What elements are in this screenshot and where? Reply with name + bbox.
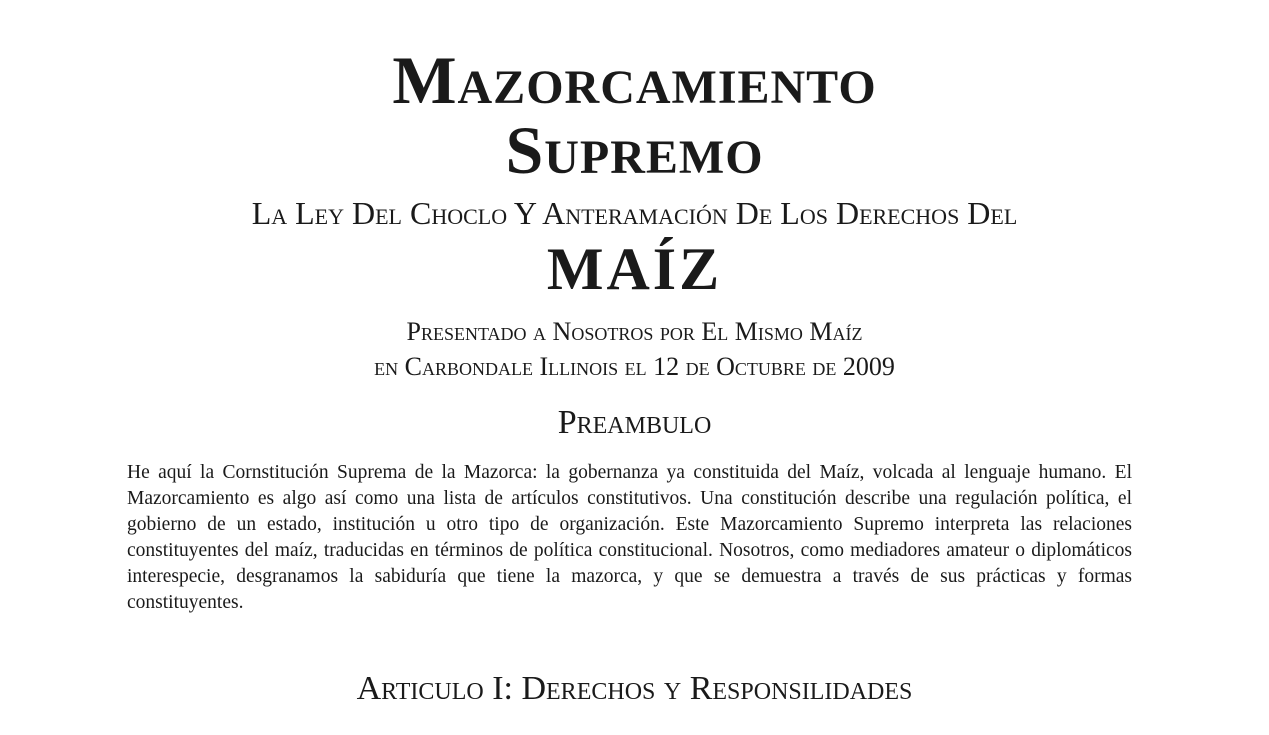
presented-location-date-line: en Carbondale Illinois el 12 de Octubre de 2009 bbox=[374, 352, 895, 381]
document-subtitle-emphasis: MAÍZ bbox=[546, 236, 723, 302]
document-title-line1: Mazorcamiento bbox=[392, 42, 877, 118]
document-title-line2: Supremo bbox=[505, 112, 764, 188]
preamble-heading: Preambulo bbox=[557, 404, 712, 441]
article-1-heading: Articulo I: Derechos y Responsilidades bbox=[356, 670, 913, 707]
document-subtitle: La Ley Del Choclo Y Anteramación De Los Derechos Del bbox=[251, 195, 1018, 231]
preamble-paragraph: He aquí la Cornstitución Suprema de la Mazorca: la gobernanza ya constituida del Maíz, volcada al lenguaje humano. El Mazorcamiento es algo así como una lista de artículos constitutivos. Una constitución describe una regulación política, el gobierno de un estado, institución u otro tipo de organización. Este Mazorcamiento Supremo interpreta las relaciones constituyentes del maíz, traducidas en términos de política constitucional. Nosotros, como mediadores amateur o diplomáticos interespecie, desgranamos la sabiduría que tiene la mazorca, y que se demuestra a través de sus prácticas y formas constituyentes. bbox=[127, 462, 1132, 613]
presented-by-line: Presentado a Nosotros por El Mismo Maíz bbox=[406, 317, 863, 346]
